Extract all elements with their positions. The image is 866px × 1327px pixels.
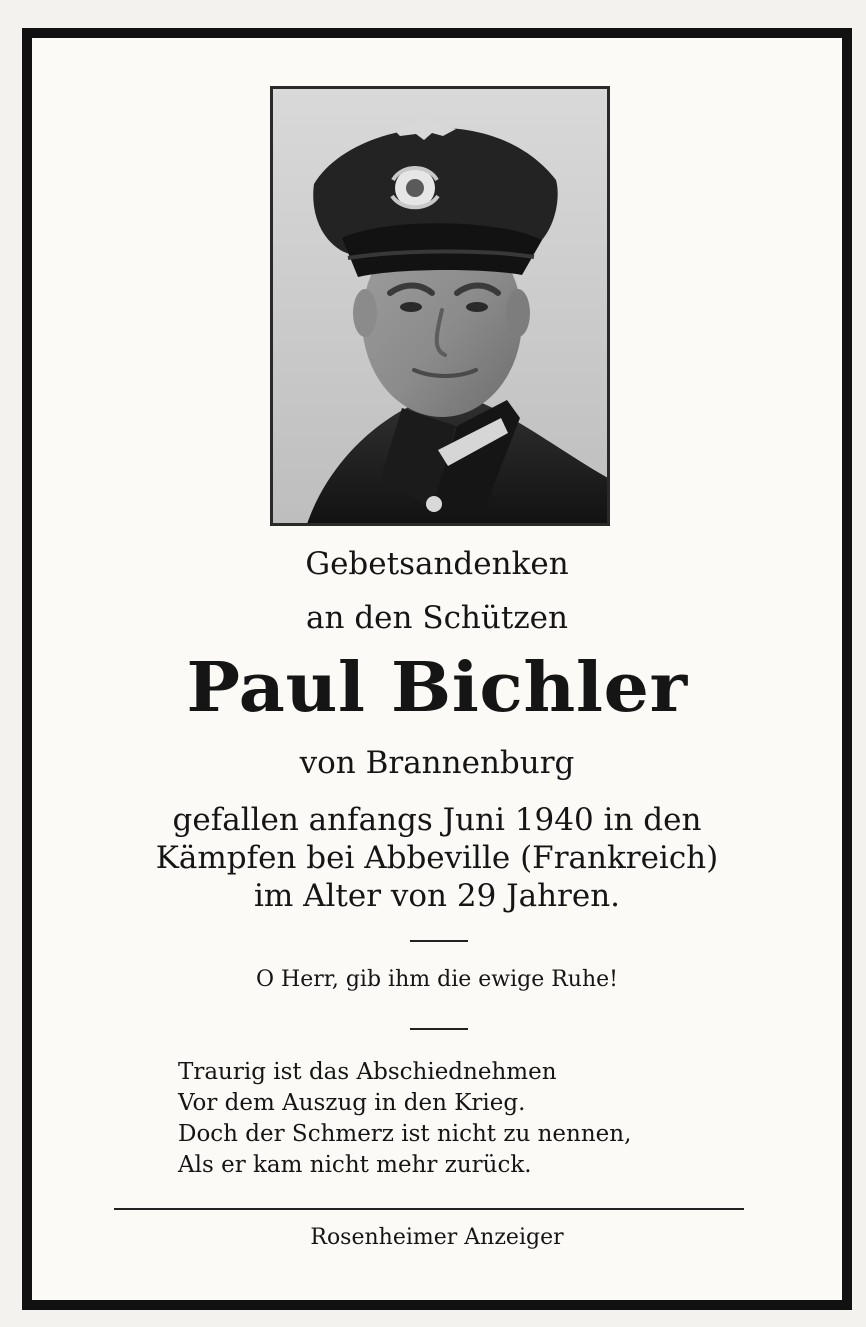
poem-line-2: Vor dem Auszug in den Krieg. [178, 1090, 526, 1116]
poem-line-1: Traurig ist das Abschiednehmen [178, 1059, 557, 1085]
death-line-1: gefallen anfangs Juni 1940 in den [172, 802, 702, 838]
deceased-name: Paul Bichler [186, 648, 688, 728]
memorial-card [22, 28, 852, 1310]
death-line-2: Kämpfen bei Abbeville (Frankreich) [155, 840, 719, 876]
prayer-line: O Herr, gib ihm die ewige Ruhe! [256, 967, 618, 992]
soldier-portrait [270, 86, 610, 526]
divider-middle [410, 1028, 468, 1030]
poem-line-4: Als er kam nicht mehr zurück. [178, 1152, 532, 1178]
death-details [32, 801, 842, 915]
intro-line-2: an den Schützen [306, 600, 568, 636]
publisher-line: Rosenheimer Anzeiger [310, 1225, 564, 1250]
origin-line: von Brannenburg [299, 745, 575, 781]
poem-block [178, 1057, 748, 1181]
divider-top [410, 940, 468, 942]
poem-line-3: Doch der Schmerz ist nicht zu nennen, [178, 1121, 632, 1147]
divider-bottom [114, 1208, 744, 1210]
intro-line-1: Gebetsandenken [305, 546, 569, 582]
death-line-3: im Alter von 29 Jahren. [253, 878, 621, 914]
